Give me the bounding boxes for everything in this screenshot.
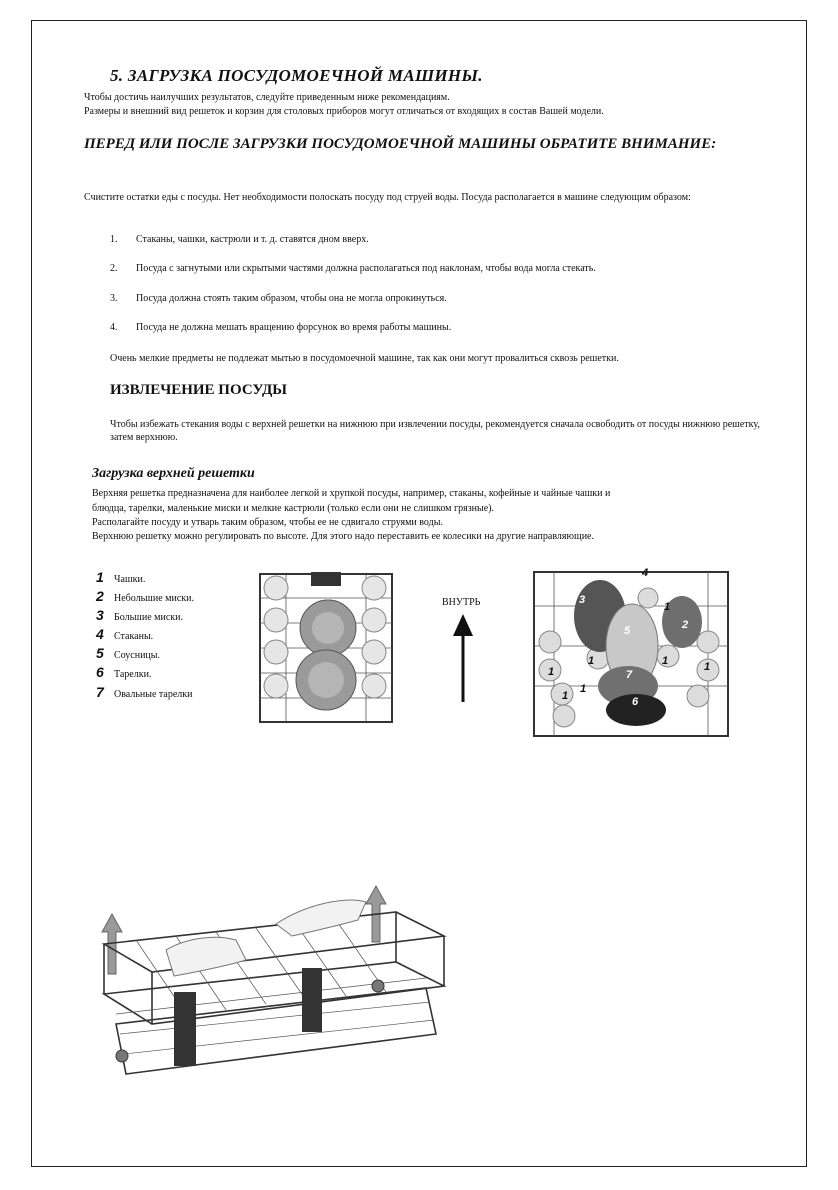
diagram-number: 7 [626, 669, 633, 681]
diagram-number: 6 [632, 696, 639, 708]
diagram-number: 1 [548, 666, 555, 678]
rack-adjustment-illustration [96, 884, 452, 1084]
legend-item: 2 Небольшие миски. [96, 588, 194, 604]
diagram-number: 5 [624, 625, 631, 637]
legend-item: 7 Овальные тарелки [96, 684, 193, 700]
diagram-number: 2 [682, 619, 689, 631]
upper-rack-heading: Загрузка верхней решетки [92, 466, 255, 481]
section-title: 5. ЗАГРУЗКА ПОСУДОМОЕЧНОЙ МАШИНЫ. [110, 66, 483, 85]
intro-line-1: Чтобы достичь наилучших результатов, следуйте приведенным ниже рекомендациям. [84, 92, 450, 103]
upper-rack-photo-2 [528, 566, 734, 742]
intro-line-2: Размеры и внешний вид решеток и корзин для столовых приборов могут отличаться от входящих в состав Вашей модели. [84, 106, 604, 117]
legend-item: 4 Стаканы. [96, 626, 154, 642]
attention-heading: ПЕРЕД ИЛИ ПОСЛЕ ЗАГРУЗКИ ПОСУДОМОЕЧНОЙ МАШИНЫ ОБРАТИТЕ ВНИМАНИЕ: [84, 136, 717, 152]
list-item: 1. Стаканы, чашки, кастрюли и т. д. ставятся дном вверх. [110, 234, 369, 245]
removal-heading: ИЗВЛЕЧЕНИЕ ПОСУДЫ [110, 382, 287, 398]
upper-rack-line-4: Верхнюю решетку можно регулировать по высоте. Для этого надо переставить ее колесики на другие направляющие. [92, 531, 594, 542]
diagram-number: 3 [579, 594, 586, 606]
legend-item: 5 Соусницы. [96, 645, 161, 661]
diagram-number: 4 [642, 567, 649, 579]
upper-rack-line-2: блюдца, тарелки, маленькие миски и мелкие кастрюли (только если они не слишком грязные). [92, 503, 494, 514]
upper-rack-line-3: Располагайте посуду и утварь таким образом, чтобы ее не сдвигало струями воды. [92, 517, 443, 528]
upper-rack-line-1: Верхняя решетка предназначена для наиболее легкой и хрупкой посуды, например, стаканы, кофейные и чайные чашки и [92, 488, 611, 499]
diagram-number: 1 [664, 601, 671, 613]
list-item: 2. Посуда с загнутыми или скрытыми частями должна располагаться под наклонам, чтобы вода могла стекать. [110, 263, 596, 274]
list-item: 3. Посуда должна стоять таким образом, чтобы она не могла опрокинуться. [110, 293, 447, 304]
diagram-number: 1 [562, 690, 569, 702]
legend-item: 3 Большие миски. [96, 607, 183, 623]
diagram-number: 1 [662, 655, 669, 667]
diagram-number: 1 [704, 661, 711, 673]
direction-label: ВНУТРЬ [442, 597, 481, 608]
removal-text: Чтобы избежать стекания воды с верхней решетки на нижнюю при извлечении посуды, рекомендуется сначала освободить от посуды нижнюю решетку, затем верхнюю. [110, 419, 760, 443]
legend-item: 6 Тарелки. [96, 664, 152, 680]
small-items-note: Очень мелкие предметы не подлежат мытью в посудомоечной машине, так как они могут провалиться сквозь решетки. [110, 353, 619, 364]
list-item: 4. Посуда не должна мешать вращению форсунок во время работы машины. [110, 322, 452, 333]
legend-item: 1 Чашки. [96, 569, 146, 585]
upper-rack-photo-1 [256, 568, 396, 728]
attention-text: Счистите остатки еды с посуды. Нет необходимости полоскать посуду под струей воды. Посуда располагается в машине следующим образом: [84, 192, 691, 203]
diagram-number: 1 [580, 683, 587, 695]
diagram-number: 1 [588, 655, 595, 667]
arrow-up-icon [452, 614, 474, 702]
diagram-number: 4 [696, 707, 703, 719]
